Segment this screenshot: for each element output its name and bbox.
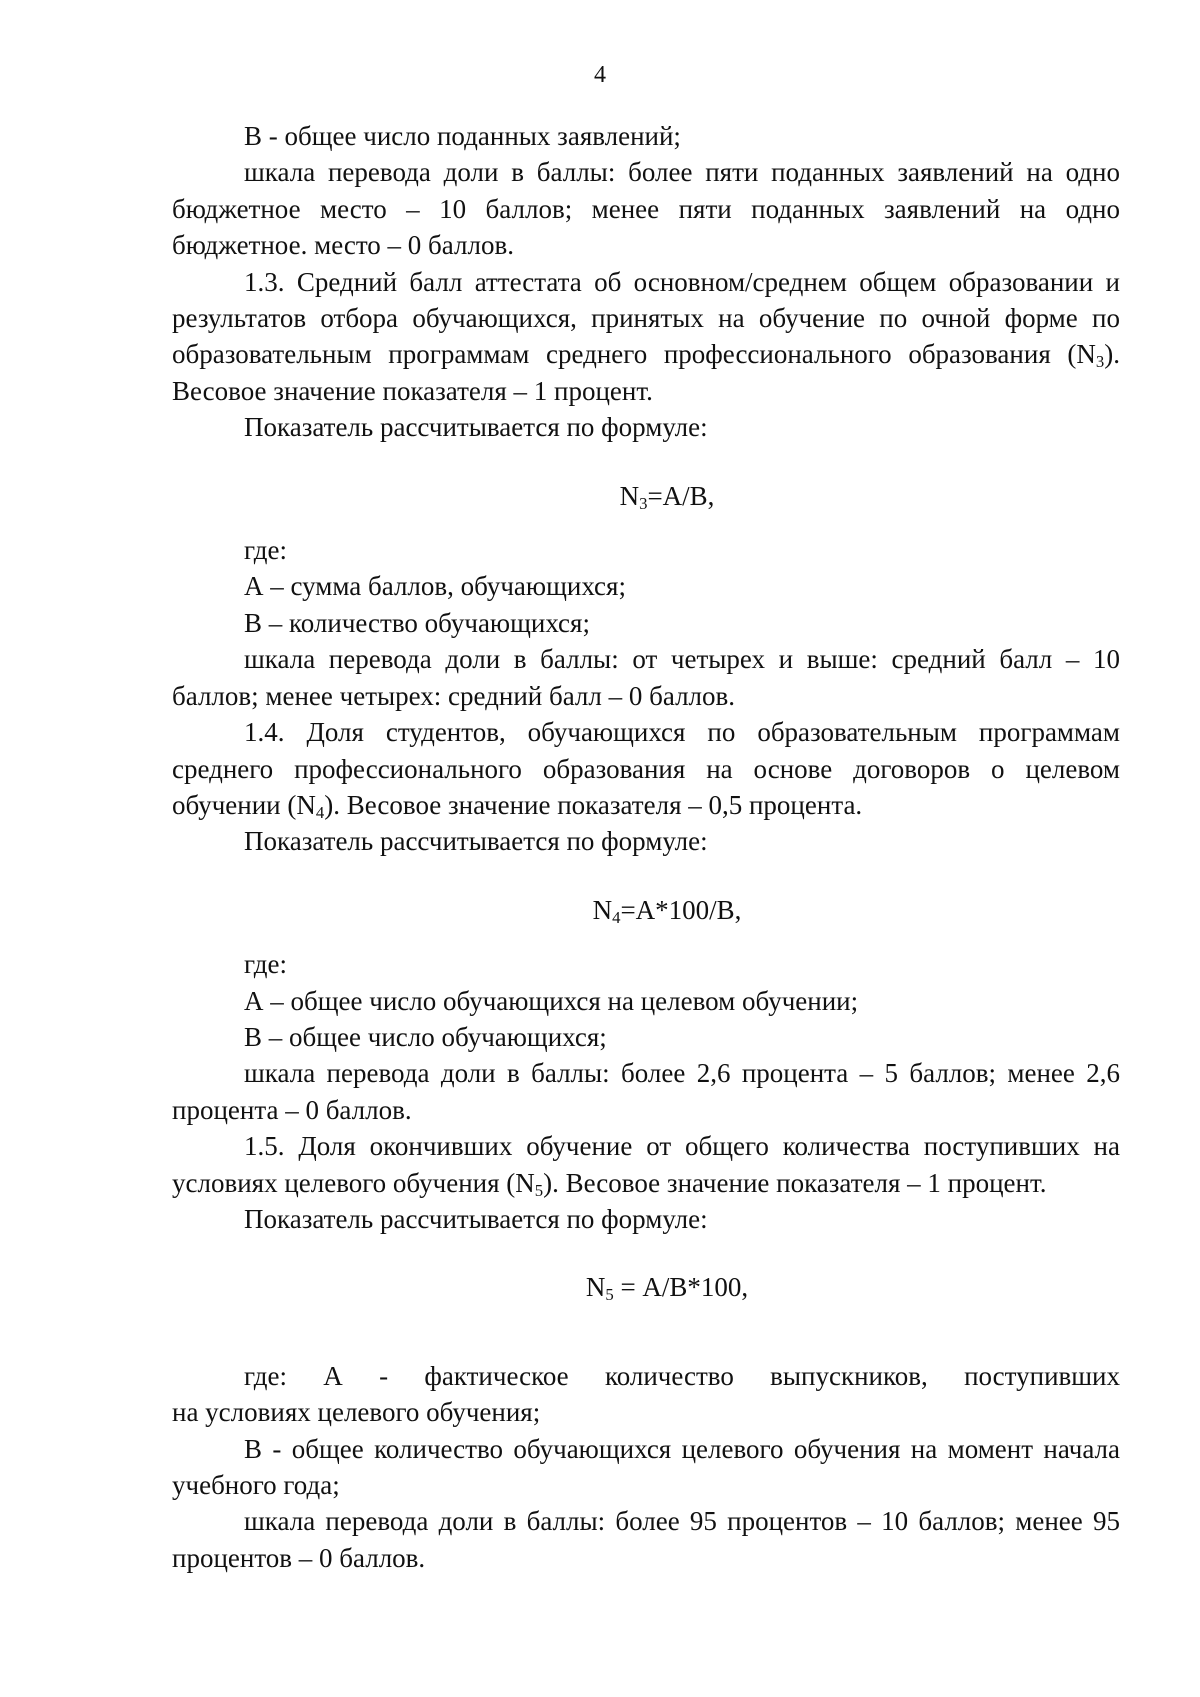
formula-n5-symbol: N <box>585 1272 606 1303</box>
paragraph-section-1-3 <box>172 264 1120 410</box>
paragraph-where-a-graduates: где: А - фактическое количество выпускников, поступивших <box>244 1360 1120 1391</box>
formula-n3 <box>172 478 1120 514</box>
formula-n3-symbol: N <box>619 480 640 511</box>
page-number: 4 <box>594 62 606 88</box>
section-1-5-weight: ). Весовое значение показателя – 1 процент. <box>543 1167 1047 1198</box>
formula-n3-subscript: 3 <box>639 493 648 513</box>
paragraph-b-student-count: В – количество обучающихся; <box>244 607 590 638</box>
paragraph-b-definition: В - общее число поданных заявлений; <box>244 121 681 151</box>
paragraph-section-1-5 <box>172 1128 1120 1201</box>
paragraph-section-1-4 <box>172 714 1120 823</box>
paragraph-where: где: <box>244 535 287 566</box>
formula-n4-expression: =А*100/В, <box>620 894 742 925</box>
paragraph-formula-intro-2: Показатель рассчитывается по формуле: <box>244 826 708 857</box>
paragraph-formula-intro: Показатель рассчитывается по формуле: <box>244 412 708 443</box>
paragraph-scale-applications: шкала перевода доли в баллы: более пяти поданных заявлений на одно бюджетное место – 10 баллов; менее пяти поданных заявлений на одно бюджетное. место – 0 баллов. <box>172 157 1120 261</box>
formula-n3-expression: =А/В, <box>647 480 715 511</box>
formula-n4-symbol: N <box>592 894 613 925</box>
section-1-5-text: 1.5. Доля окончивших обучение от общего количества поступивших на условиях целевого обучения (N <box>172 1131 1120 1198</box>
section-1-4-text: 1.4. Доля студентов, обучающихся по образовательным программам среднего профессионального образования на основе договоров о целевом обучении (N <box>172 717 1120 820</box>
paragraph-a-sum-scores: А – сумма баллов, обучающихся; <box>244 571 626 602</box>
paragraph-where-2: где: <box>244 949 287 980</box>
subscript-3: 3 <box>1095 352 1105 372</box>
section-1-3-text: 1.3. Средний балл аттестата об основном/среднем общем образовании и результатов отбора обучающихся, принятых на обучение по очной форме по образовательным программам среднего профессионального образования (N <box>172 266 1120 370</box>
paragraph-scale-target-share: шкала перевода доли в баллы: более 2,6 процента – 5 баллов; менее 2,6 процента – 0 баллов. <box>172 1058 1120 1125</box>
paragraph-b-target-students-total: В - общее количество обучающихся целевого обучения на момент начала учебного года; <box>172 1433 1120 1500</box>
paragraph-where-a-graduates-continued: на условиях целевого обучения; <box>172 1397 541 1428</box>
section-1-3-weight: ). Весовое значение показателя – 1 процент. <box>172 339 1120 406</box>
formula-n4 <box>172 892 1120 928</box>
paragraph-scale-average-score: шкала перевода доли в баллы: от четырех и выше: средний балл – 10 баллов; менее четырех: средний балл – 0 баллов. <box>172 644 1120 711</box>
formula-n4-subscript: 4 <box>612 907 621 927</box>
subscript-4: 4 <box>315 803 325 823</box>
paragraph-b-total-students: В – общее число обучающихся; <box>244 1021 607 1052</box>
section-1-4-weight: ). Весовое значение показателя – 0,5 процента. <box>324 789 863 820</box>
document-body <box>172 118 1120 1576</box>
paragraph-formula-intro-3: Показатель рассчитывается по формуле: <box>244 1203 708 1234</box>
formula-n5-expression: = А/В*100, <box>613 1272 749 1303</box>
paragraph-a-target-students: А – общее число обучающихся на целевом обучении; <box>244 985 859 1016</box>
formula-n5-subscript: 5 <box>605 1285 614 1305</box>
paragraph-scale-graduates: шкала перевода доли в баллы: более 95 процентов – 10 баллов; менее 95 процентов – 0 баллов. <box>172 1506 1120 1573</box>
subscript-5: 5 <box>534 1180 544 1200</box>
formula-n5 <box>172 1269 1120 1305</box>
